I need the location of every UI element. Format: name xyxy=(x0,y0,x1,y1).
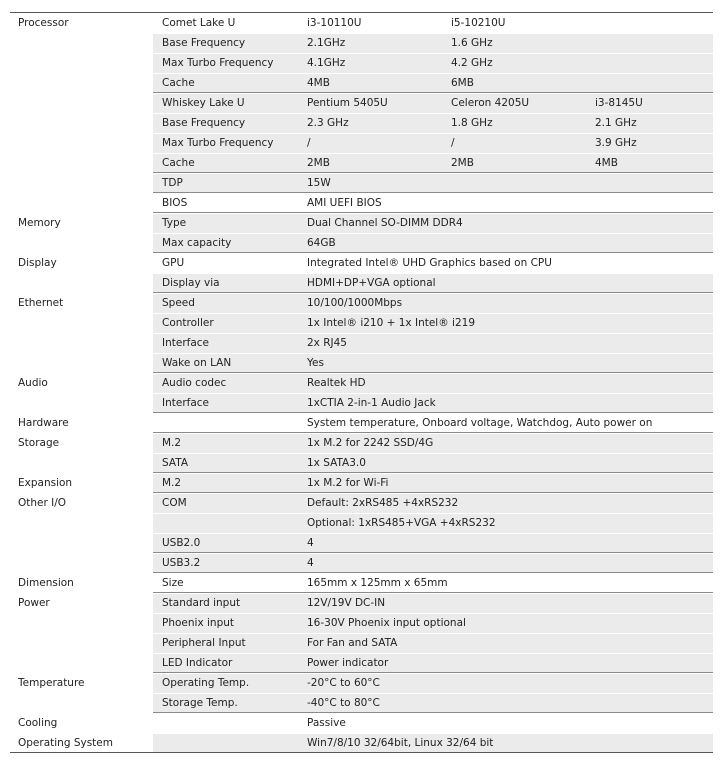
spec-value: Yes xyxy=(307,357,324,369)
spec-row xyxy=(0,273,728,293)
spec-row xyxy=(0,353,728,373)
spec-value: Default: 2xRS485 +4xRS232 xyxy=(307,497,459,509)
row-shading xyxy=(153,173,713,193)
spec-row xyxy=(0,493,728,513)
spec-value: 1.8 GHz xyxy=(451,117,493,129)
category-label: Memory xyxy=(18,217,61,229)
spec-label: Max Turbo Frequency xyxy=(162,137,274,149)
spec-label: Standard input xyxy=(162,597,241,609)
spec-value: 4.2 GHz xyxy=(451,57,493,69)
spec-label: Display via xyxy=(162,277,220,289)
spec-value: Celeron 4205U xyxy=(451,97,530,109)
spec-label: Whiskey Lake U xyxy=(162,97,245,109)
spec-value: Optional: 1xRS485+VGA +4xRS232 xyxy=(307,517,496,529)
category-label: Power xyxy=(18,597,50,609)
spec-value: 165mm x 125mm x 65mm xyxy=(307,577,448,589)
spec-row xyxy=(0,73,728,93)
spec-value: 1x M.2 for Wi-Fi xyxy=(307,477,389,489)
spec-value: Realtek HD xyxy=(307,377,366,389)
spec-value: AMI UEFI BIOS xyxy=(307,197,382,209)
row-shading xyxy=(153,353,713,373)
spec-label: Wake on LAN xyxy=(162,357,232,369)
category-label: Expansion xyxy=(18,477,73,489)
category-label: Ethernet xyxy=(18,297,64,309)
spec-row xyxy=(0,313,728,333)
spec-row xyxy=(0,573,728,593)
spec-value: 4MB xyxy=(595,157,618,169)
spec-row xyxy=(0,453,728,473)
spec-label: Storage Temp. xyxy=(162,697,238,709)
spec-value: 3.9 GHz xyxy=(595,137,637,149)
spec-value: i5-10210U xyxy=(451,17,506,29)
spec-row xyxy=(0,613,728,633)
spec-value: 4MB xyxy=(307,77,330,89)
spec-label: Operating Temp. xyxy=(162,677,250,689)
category-label: Hardware xyxy=(18,417,69,429)
row-shading xyxy=(153,233,713,253)
spec-label: Interface xyxy=(162,397,210,409)
spec-row xyxy=(0,133,728,153)
spec-value: 12V/19V DC-IN xyxy=(307,597,386,609)
spec-row xyxy=(0,13,728,33)
spec-value: 10/100/1000Mbps xyxy=(307,297,403,309)
spec-value: / xyxy=(307,137,311,149)
spec-row xyxy=(0,413,728,433)
spec-row xyxy=(0,93,728,113)
spec-row xyxy=(0,553,728,573)
spec-label: Max capacity xyxy=(162,237,232,249)
spec-value: -20°C to 60°C xyxy=(307,677,380,689)
spec-label: USB3.2 xyxy=(162,557,201,569)
spec-row xyxy=(0,713,728,733)
spec-value: Integrated Intel® UHD Graphics based on CPU xyxy=(307,257,552,269)
spec-row xyxy=(0,253,728,273)
spec-label: Peripheral Input xyxy=(162,637,246,649)
spec-label: SATA xyxy=(162,457,189,469)
category-label: Cooling xyxy=(18,717,58,729)
spec-row xyxy=(0,373,728,393)
spec-value: 16-30V Phoenix input optional xyxy=(307,617,466,629)
spec-value: i3-10110U xyxy=(307,17,362,29)
category-label: Dimension xyxy=(18,577,74,589)
row-shading xyxy=(153,473,713,493)
spec-row xyxy=(0,333,728,353)
spec-label: GPU xyxy=(162,257,185,269)
spec-value: Pentium 5405U xyxy=(307,97,388,109)
spec-value: 2MB xyxy=(307,157,330,169)
category-label: Audio xyxy=(18,377,48,389)
spec-value: / xyxy=(451,137,455,149)
spec-label: Interface xyxy=(162,337,210,349)
spec-value: 2x RJ45 xyxy=(307,337,347,349)
spec-row xyxy=(0,533,728,553)
spec-value: 1x M.2 for 2242 SSD/4G xyxy=(307,437,434,449)
spec-label: Audio codec xyxy=(162,377,227,389)
category-label: Operating System xyxy=(18,737,113,749)
spec-row xyxy=(0,633,728,653)
spec-label: Base Frequency xyxy=(162,117,246,129)
spec-row xyxy=(0,593,728,613)
row-shading xyxy=(153,153,713,173)
spec-label: BIOS xyxy=(162,197,188,209)
spec-row xyxy=(0,433,728,453)
category-label: Display xyxy=(18,257,57,269)
spec-row xyxy=(0,653,728,673)
spec-label: TDP xyxy=(162,177,183,189)
spec-value: For Fan and SATA xyxy=(307,637,398,649)
spec-value: 4 xyxy=(307,537,314,549)
spec-value: 1x SATA3.0 xyxy=(307,457,366,469)
spec-row xyxy=(0,733,728,753)
row-shading xyxy=(153,533,713,553)
spec-value: 2MB xyxy=(451,157,474,169)
category-label: Other I/O xyxy=(18,497,67,509)
row-shading xyxy=(153,653,713,673)
spec-label: Comet Lake U xyxy=(162,17,236,29)
row-shading xyxy=(153,293,713,313)
spec-row xyxy=(0,153,728,173)
spec-value: Power indicator xyxy=(307,657,389,669)
category-label: Processor xyxy=(18,17,69,29)
spec-row xyxy=(0,173,728,193)
spec-label: Base Frequency xyxy=(162,37,246,49)
row-shading xyxy=(153,453,713,473)
spec-label: LED Indicator xyxy=(162,657,233,669)
spec-label: Controller xyxy=(162,317,214,329)
spec-row xyxy=(0,513,728,533)
spec-value: 64GB xyxy=(307,237,336,249)
spec-value: Dual Channel SO-DIMM DDR4 xyxy=(307,217,463,229)
spec-row xyxy=(0,473,728,493)
spec-label: Cache xyxy=(162,77,195,89)
spec-label: USB2.0 xyxy=(162,537,201,549)
spec-value: System temperature, Onboard voltage, Watchdog, Auto power on xyxy=(307,417,653,429)
spec-value: 2.1GHz xyxy=(307,37,346,49)
spec-row xyxy=(0,213,728,233)
spec-value: 2.1 GHz xyxy=(595,117,637,129)
spec-label: COM xyxy=(162,497,187,509)
spec-label: Type xyxy=(162,217,187,229)
spec-value: 1.6 GHz xyxy=(451,37,493,49)
spec-row xyxy=(0,293,728,313)
row-shading xyxy=(153,373,713,393)
spec-label: Phoenix input xyxy=(162,617,235,629)
spec-value: -40°C to 80°C xyxy=(307,697,380,709)
category-label: Storage xyxy=(18,437,60,449)
spec-row xyxy=(0,673,728,693)
spec-value: Passive xyxy=(307,717,346,729)
spec-value: Win7/8/10 32/64bit, Linux 32/64 bit xyxy=(307,737,494,749)
spec-value: 1x Intel® i210 + 1x Intel® i219 xyxy=(307,317,476,329)
bottom-rule xyxy=(10,752,713,753)
spec-value: 1xCTIA 2-in-1 Audio Jack xyxy=(307,397,436,409)
spec-row xyxy=(0,33,728,53)
spec-row xyxy=(0,693,728,713)
spec-label: Size xyxy=(162,577,184,589)
spec-label: Speed xyxy=(162,297,195,309)
row-shading xyxy=(153,553,713,573)
spec-value: 4 xyxy=(307,557,314,569)
spec-label: Cache xyxy=(162,157,195,169)
spec-row xyxy=(0,393,728,413)
spec-row xyxy=(0,193,728,213)
spec-value: 2.3 GHz xyxy=(307,117,349,129)
spec-value: 6MB xyxy=(451,77,474,89)
spec-row xyxy=(0,53,728,73)
spec-value: 4.1GHz xyxy=(307,57,346,69)
spec-value: i3-8145U xyxy=(595,97,643,109)
row-shading xyxy=(153,333,713,353)
spec-label: M.2 xyxy=(162,477,182,489)
row-shading xyxy=(153,73,713,93)
spec-row xyxy=(0,233,728,253)
spec-value: 15W xyxy=(307,177,331,189)
spec-label: Max Turbo Frequency xyxy=(162,57,274,69)
spec-row xyxy=(0,113,728,133)
category-label: Temperature xyxy=(18,677,85,689)
spec-value: HDMI+DP+VGA optional xyxy=(307,277,436,289)
spec-label: M.2 xyxy=(162,437,182,449)
